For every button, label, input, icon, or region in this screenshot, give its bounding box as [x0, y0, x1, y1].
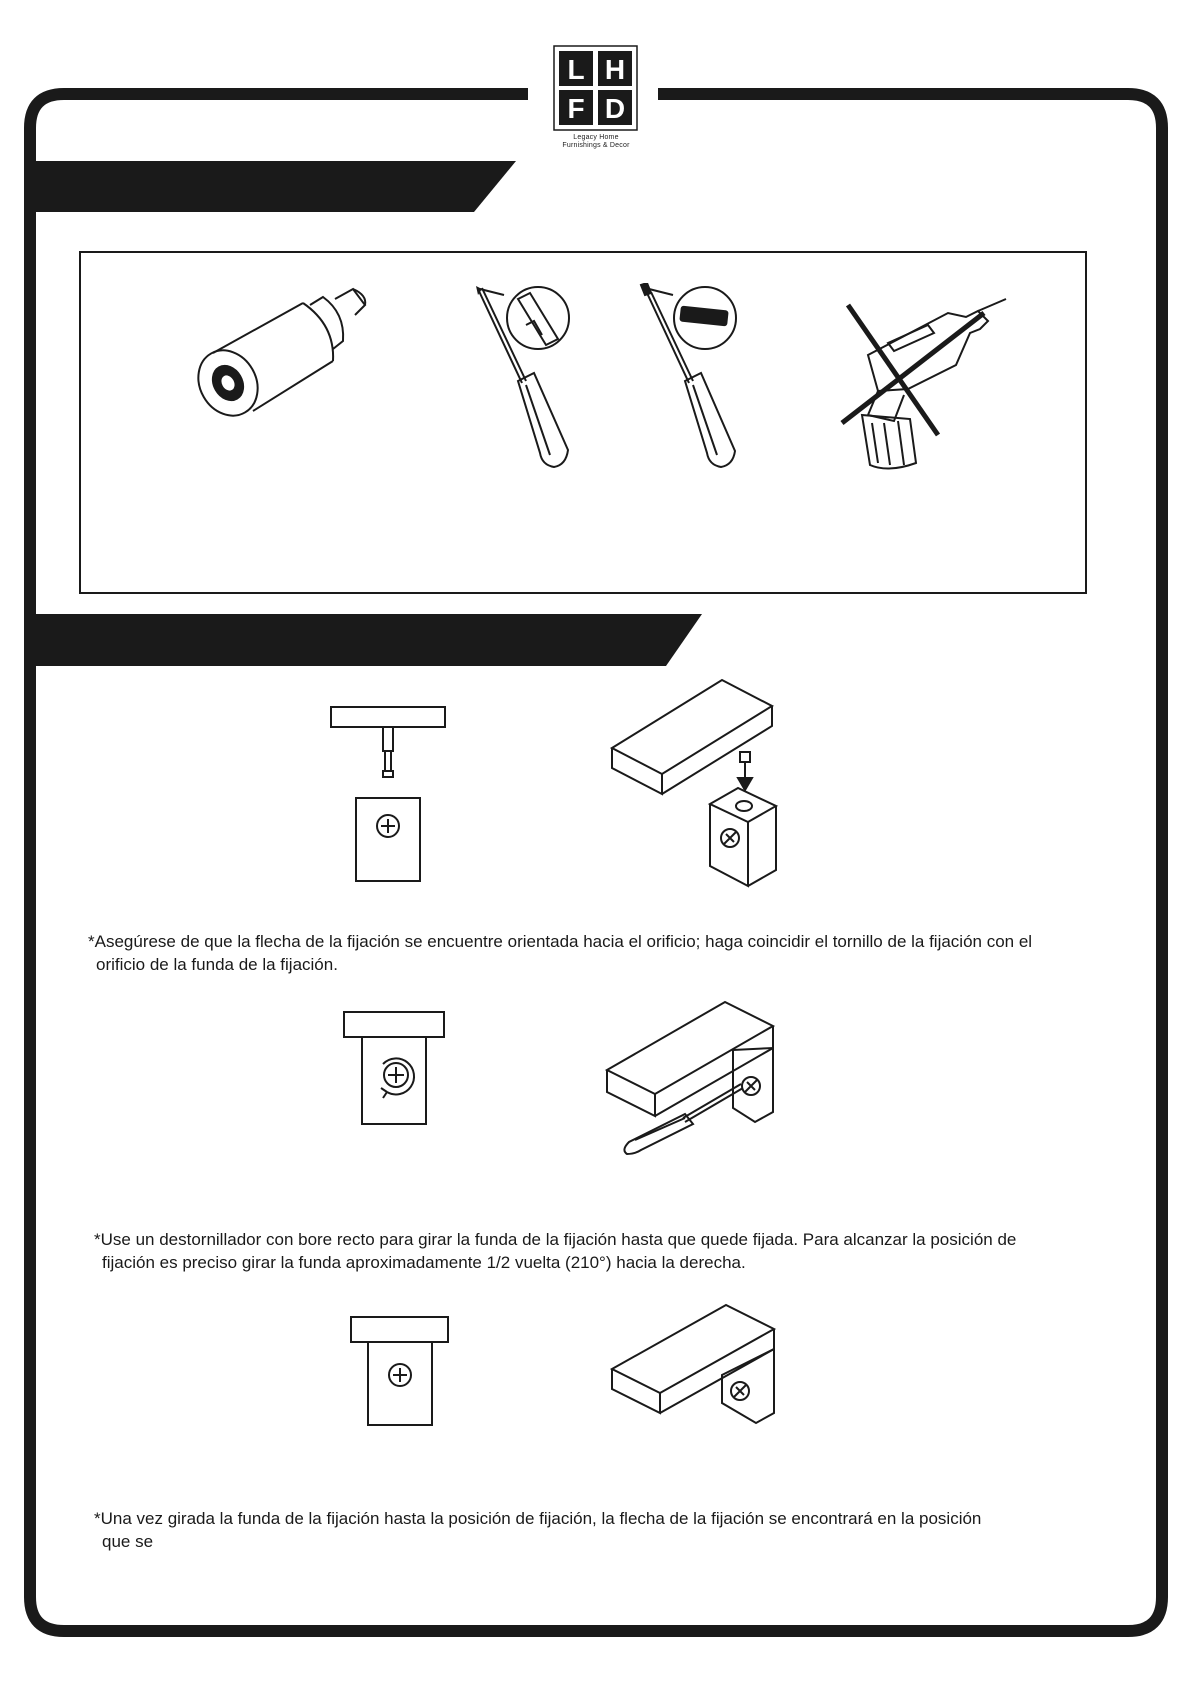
step2-note-line1: *Use un destornillador con bore recto para girar la funda de la fijación hasta que quede fijada. Para alcanzar la posición de — [94, 1230, 1017, 1249]
bracket-front — [362, 1037, 426, 1124]
brand-line-1: Legacy Home — [573, 134, 619, 141]
step3-note — [94, 1507, 981, 1553]
logo-letter-f: F — [567, 93, 585, 124]
step1-iso-diagram — [610, 678, 785, 888]
step1-note-line1: *Asegúrese de que la flecha de la fijación se encuentre orientada hacia el orificio; haga coincidir el tornillo de la fijación con el — [88, 932, 1033, 951]
logo-letter-d: D — [604, 93, 626, 124]
step3-note-line1: *Una vez girada la funda de la fijación hasta la posición de fijación, la flecha de la fijación se encontrará en la posición — [94, 1509, 982, 1528]
brand-tagline — [540, 134, 652, 150]
hex-socket-bit-icon — [195, 285, 395, 435]
bracket-front — [368, 1342, 432, 1425]
step1-note-line2: orificio de la funda de la fijación. — [96, 955, 338, 974]
step2-note — [94, 1228, 1016, 1274]
brand-line-2: Furnishings & Decor — [562, 142, 630, 149]
step1-front-diagram — [330, 705, 450, 885]
phillips-screwdriver-icon — [470, 285, 580, 475]
shelf-front — [331, 707, 445, 727]
step1-note — [88, 930, 1032, 976]
tools-section-banner — [36, 161, 516, 212]
flathead-screwdriver-icon — [637, 283, 747, 475]
power-drill-crossed-out-icon — [838, 295, 1028, 475]
step3-note-line2: que se — [102, 1532, 154, 1551]
shelf-front — [351, 1317, 448, 1342]
step3-front-diagram — [350, 1315, 455, 1430]
logo-letter-l: L — [567, 54, 585, 85]
step2-iso-diagram — [605, 1000, 785, 1155]
assembly-section-banner — [36, 614, 702, 666]
shelf-front — [344, 1012, 444, 1037]
step2-front-diagram — [343, 1010, 453, 1130]
brand-logo — [553, 45, 638, 131]
logo-letter-h: H — [604, 54, 626, 85]
step2-note-line2: fijación es preciso girar la funda aproximadamente 1/2 vuelta (210°) hacia la derecha. — [102, 1253, 746, 1272]
bracket-front — [356, 798, 420, 881]
step3-iso-diagram — [610, 1303, 785, 1438]
